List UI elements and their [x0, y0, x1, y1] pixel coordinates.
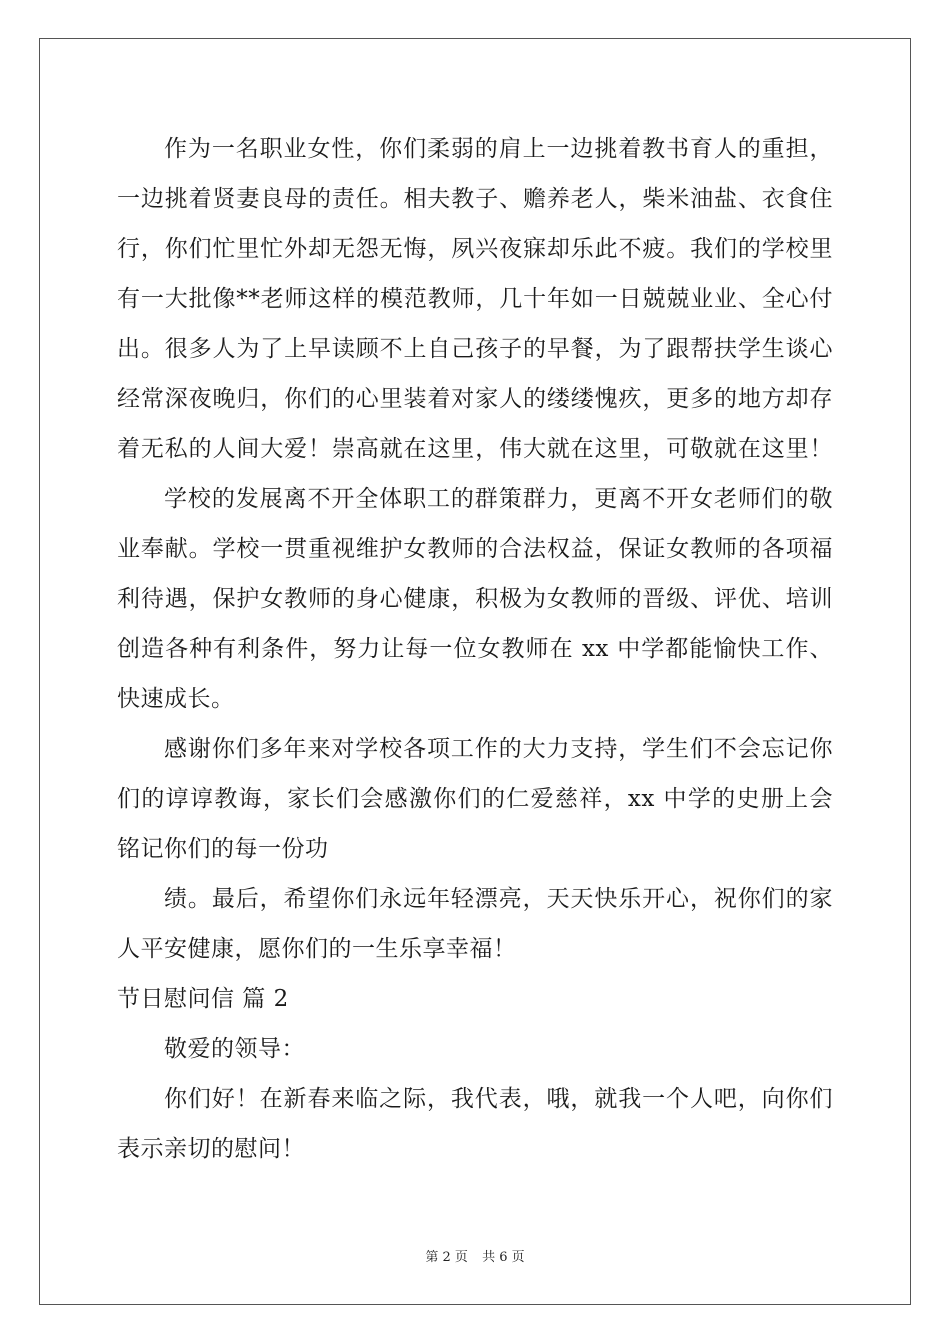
document-body [117, 124, 833, 1174]
text-line: 绩。最后，希望你们永远年轻漂亮，天天快乐开心，祝你们的家 [164, 886, 833, 912]
text-line: 快速成长。 [117, 686, 235, 712]
text-line: 出。很多人为了上早读顾不上自己孩子的早餐，为了跟帮扶学生谈心 [117, 336, 833, 362]
text-line: 节日慰问信 篇 2 [117, 986, 289, 1012]
text-line: 着无私的人间大爱！崇高就在这里，伟大就在这里，可敬就在这里！ [117, 436, 833, 462]
text-line: 作为一名职业女性，你们柔弱的肩上一边挑着教书育人的重担， [164, 136, 833, 162]
text-line: 创造各种有利条件，努力让每一位女教师在 xx 中学都能愉快工作、 [117, 636, 833, 662]
page-current: 第 2 页 [425, 1250, 468, 1265]
text-line: 感谢你们多年来对学校各项工作的大力支持，学生们不会忘记你 [164, 736, 833, 762]
text-line: 有一大批像**老师这样的模范教师，几十年如一日兢兢业业、全心付 [117, 286, 833, 312]
text-line: 人平安健康，愿你们的一生乐享幸福！ [117, 936, 517, 962]
text-line: 学校的发展离不开全体职工的群策群力，更离不开女老师们的敬 [164, 486, 833, 512]
text-line: 表示亲切的慰问！ [117, 1136, 305, 1162]
text-line: 行，你们忙里忙外却无怨无悔，夙兴夜寐却乐此不疲。我们的学校里 [117, 236, 833, 262]
text-line: 经常深夜晚归，你们的心里装着对家人的缕缕愧疚，更多的地方却存 [117, 386, 833, 412]
page-total: 共 6 页 [482, 1250, 525, 1265]
text-line: 一边挑着贤妻良母的责任。相夫教子、赡养老人，柴米油盐、衣食住 [117, 186, 833, 212]
text-line: 们的谆谆教诲，家长们会感激你们的仁爱慈祥，xx 中学的史册上会 [117, 786, 833, 812]
text-line: 利待遇，保护女教师的身心健康，积极为女教师的晋级、评优、培训 [117, 586, 833, 612]
text-line: 你们好！在新春来临之际，我代表，哦，就我一个人吧，向你们 [164, 1086, 833, 1112]
text-line: 铭记你们的每一份功 [117, 836, 329, 862]
text-line: 敬爱的领导： [164, 1036, 305, 1062]
text-line: 业奉献。学校一贯重视维护女教师的合法权益，保证女教师的各项福 [117, 536, 833, 562]
page-footer [0, 1246, 950, 1265]
